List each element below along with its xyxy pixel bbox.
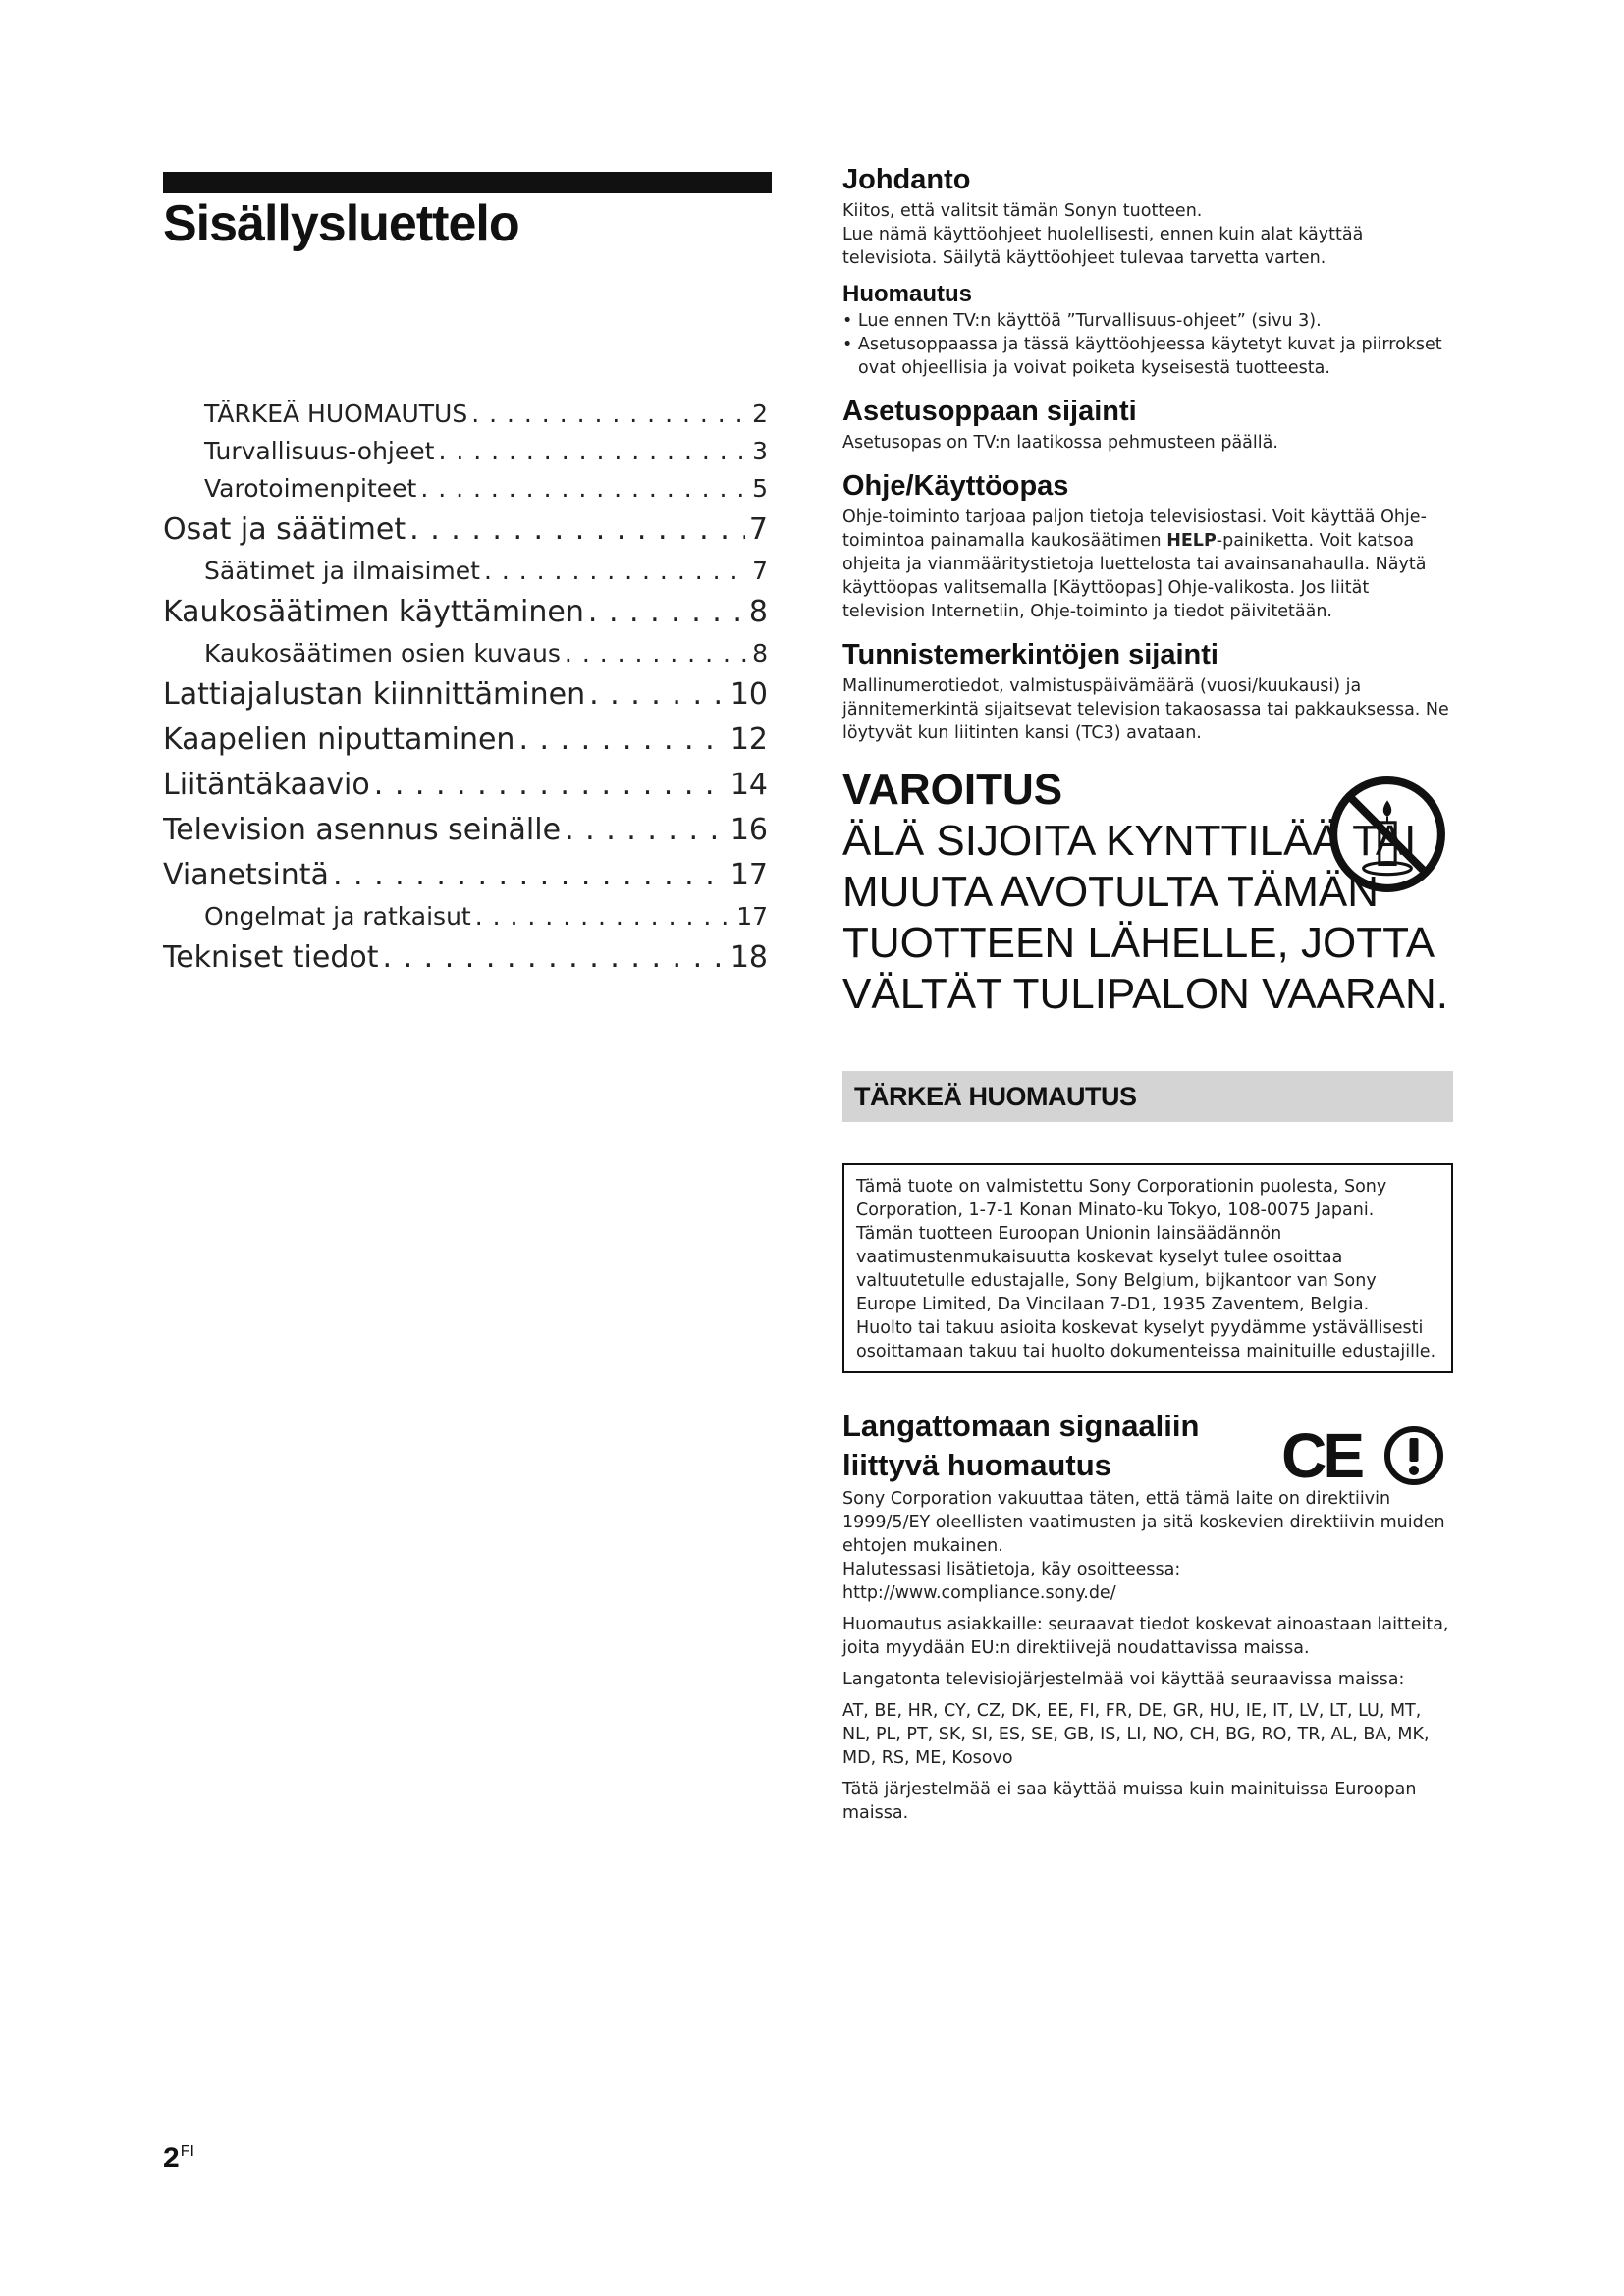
list-item: • Lue ennen TV:n käyttöä ”Turvallisuus-ohjeet” (sivu 3). bbox=[842, 309, 1453, 333]
toc-entry[interactable]: Kaukosäätimen osien kuvaus . . . 8 bbox=[163, 635, 768, 672]
fire-warning bbox=[842, 765, 1453, 1020]
right-column bbox=[842, 160, 1453, 1825]
no-candle-icon bbox=[1327, 774, 1447, 894]
list-item: • Asetusoppaassa ja tässä käyttöohjeessa käytetyt kuvat ja piirrokset ovat ohjeellisia ja voivat poiketa kyseisestä tuotteesta. bbox=[842, 333, 1453, 380]
page-number: $2^{FI}$ bbox=[163, 2142, 194, 2174]
important-notice-heading-band bbox=[842, 1071, 1453, 1122]
toc-entry[interactable]: Tekniset tiedot . . . 18 bbox=[163, 935, 768, 981]
toc-entry[interactable]: Vianetsintä . . . 17 bbox=[163, 853, 768, 898]
intro-section bbox=[842, 160, 1453, 270]
wireless-heading: Langattomaan signaaliin liittyvä huomautus bbox=[842, 1409, 1200, 1482]
note-list bbox=[842, 309, 1453, 380]
intro-heading: Johdanto bbox=[842, 164, 971, 195]
toc-list bbox=[163, 396, 768, 981]
wireless-customer-note: Huomautus asiakkaille: seuraavat tiedot koskevat ainoastaan laitteita, joita myydään EU:n direktiivejä noudattavissa maissa. bbox=[842, 1615, 1449, 1658]
wireless-restriction: Tätä järjestelmää ei saa käyttää muissa kuin mainituissa Euroopan maissa. bbox=[842, 1780, 1417, 1823]
notice-paragraph: Huolto tai takuu asioita koskevat kyselyt pyydämme ystävällisesti osoittamaan takuu tai huolto dokumenteissa mainituille edustajille. bbox=[856, 1318, 1436, 1362]
compliance-url[interactable]: http://www.compliance.sony.de/ bbox=[842, 1583, 1116, 1603]
toc-title: Sisällysluettelo bbox=[163, 195, 519, 252]
notice-paragraph: Tämä tuote on valmistettu Sony Corporationin puolesta, Sony Corporation, 1-7-1 Konan Minato-ku Tokyo, 108-0075 Japani. bbox=[856, 1177, 1387, 1220]
note-section bbox=[842, 280, 1453, 380]
important-notice-heading: TÄRKEÄ HUOMAUTUS bbox=[854, 1081, 1137, 1111]
toc-entry[interactable]: Kaapelien niputtaminen . . . 12 bbox=[163, 718, 768, 763]
help-key-label: HELP bbox=[1166, 531, 1217, 551]
help-guide-body: Ohje-toiminto tarjoaa paljon tietoja televisiostasi. Voit käyttää Ohje-toimintoa painamalla kaukosäätimen HELP-painiketta. Voit katsoa ohjeita ja vianmääritystietoja luettelosta tai avainsanahaulla. Näytä käyttöopas valitsemalla [Käyttöopas] Ohje-valikosta. Jos liität television Internetiin, Ohje-toiminto ja tiedot päivitetään. bbox=[842, 507, 1427, 621]
id-markings-section bbox=[842, 635, 1453, 745]
important-notice-box bbox=[842, 1163, 1453, 1373]
id-markings-heading: Tunnistemerkintöjen sijainti bbox=[842, 639, 1218, 670]
help-guide-section bbox=[842, 466, 1453, 623]
alert-circle-icon bbox=[1382, 1424, 1445, 1487]
warning-title: VAROITUS bbox=[842, 766, 1063, 814]
intro-body: Lue nämä käyttöohjeet huolellisesti, ennen kuin alat käyttää televisiota. Säilytä käyttöohjeet tulevaa tarvetta varten. bbox=[842, 225, 1364, 268]
toc-entry[interactable]: Kaukosäätimen käyttäminen . . . 8 bbox=[163, 590, 768, 635]
compliance-marks bbox=[1281, 1420, 1445, 1491]
setup-guide-body: Asetusopas on TV:n laatikossa pehmusteen päällä. bbox=[842, 433, 1278, 453]
toc-entry[interactable]: Osat ja säätimet . . . 7 bbox=[163, 507, 768, 553]
note-heading: Huomautus bbox=[842, 281, 972, 307]
ce-mark-icon: CE bbox=[1281, 1420, 1361, 1491]
language-code: FI bbox=[180, 2143, 194, 2160]
wireless-countries-intro: Langatonta televisiojärjestelmää voi käyttää seuraavissa maissa: bbox=[842, 1670, 1405, 1689]
id-markings-body: Mallinumerotiedot, valmistuspäivämäärä (vuosi/kuukausi) ja jännitemerkintä sijaitsevat television takaosassa tai pakkauksessa. Ne löytyvät kun liitinten kansi (TC3) avataan. bbox=[842, 676, 1449, 743]
wireless-country-list: AT, BE, HR, CY, CZ, DK, EE, FI, FR, DE, GR, HU, IE, IT, LV, LT, LU, MT, NL, PL, PT, SK, SI, ES, SE, GB, IS, LI, NO, CH, BG, RO, TR, AL, BA, MK, MD, RS, ME, Kosovo bbox=[842, 1701, 1430, 1768]
toc-entry[interactable]: Liitäntäkaavio . . . 14 bbox=[163, 763, 768, 808]
warning-text: ÄLÄ SIJOITA KYNTTILÄÄ TAI MUUTA AVOTULTA TÄMÄN TUOTTEEN LÄHELLE, JOTTA VÄLTÄT TULIPALON VAARAN. bbox=[842, 817, 1449, 1018]
intro-thanks: Kiitos, että valitsit tämän Sonyn tuotteen. bbox=[842, 201, 1203, 221]
wireless-more-info: Halutessasi lisätietoja, käy osoitteessa: bbox=[842, 1560, 1181, 1579]
help-guide-heading: Ohje/Käyttöopas bbox=[842, 470, 1069, 502]
toc-entry[interactable]: Ongelmat ja ratkaisut . . . 17 bbox=[163, 898, 768, 935]
toc-entry[interactable]: Varotoimenpiteet . . . 5 bbox=[163, 470, 768, 507]
toc-entry[interactable]: TÄRKEÄ HUOMAUTUS . . . 2 bbox=[163, 396, 768, 433]
wireless-section bbox=[842, 1407, 1453, 1825]
notice-paragraph: Tämän tuotteen Euroopan Unionin lainsäädännön vaatimustenmukaisuutta koskevat kyselyt tulee osoittaa valtuutetulle edustajalle, Sony Belgium, bijkantoor van Sony Europe Limited, Da Vincilaan 7-D1, 1935 Zaventem, Belgia. bbox=[856, 1224, 1377, 1314]
toc-entry[interactable]: Television asennus seinälle . . . 16 bbox=[163, 808, 768, 853]
setup-guide-section bbox=[842, 392, 1453, 454]
toc-title-bar bbox=[163, 172, 772, 193]
toc-entry[interactable]: Turvallisuus-ohjeet . . . 3 bbox=[163, 433, 768, 470]
setup-guide-heading: Asetusoppaan sijainti bbox=[842, 396, 1137, 427]
toc-entry[interactable]: Lattiajalustan kiinnittäminen . . . 10 bbox=[163, 672, 768, 718]
toc-entry[interactable]: Säätimet ja ilmaisimet . . . 7 bbox=[163, 553, 768, 590]
wireless-declaration: Sony Corporation vakuuttaa täten, että tämä laite on direktiivin 1999/5/EY oleellisten vaatimusten ja sitä koskevien direktiivin muiden ehtojen mukainen. bbox=[842, 1489, 1445, 1556]
